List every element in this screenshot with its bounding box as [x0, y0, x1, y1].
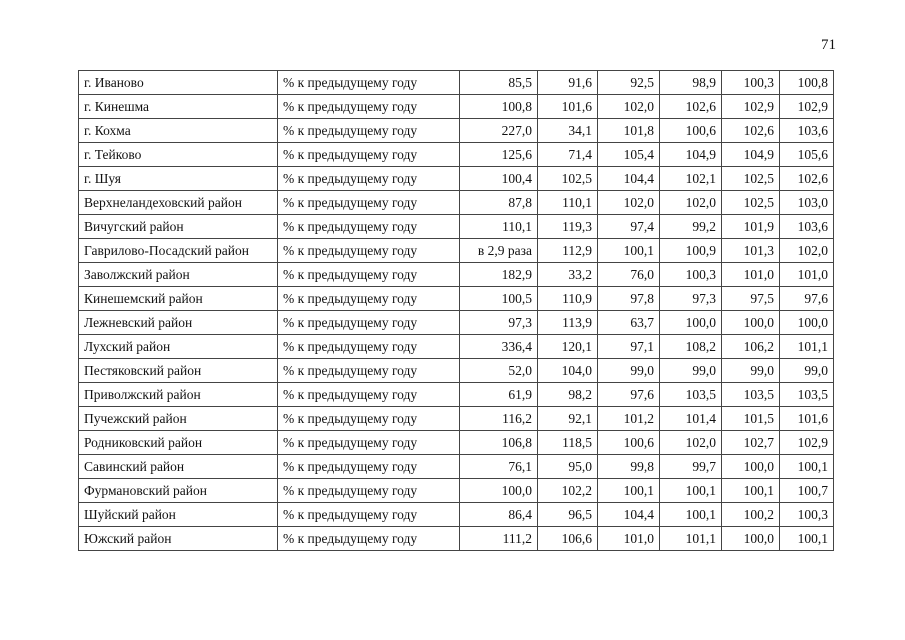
value-cell: 102,0: [660, 431, 722, 455]
value-cell: 111,2: [460, 527, 538, 551]
unit-cell: % к предыдущему году: [278, 287, 460, 311]
value-cell: 101,2: [598, 407, 660, 431]
value-cell: 99,0: [660, 359, 722, 383]
value-cell: 110,9: [538, 287, 598, 311]
value-cell: 102,6: [722, 119, 780, 143]
value-cell: 100,1: [598, 239, 660, 263]
table-row: [79, 95, 834, 119]
value-cell: 100,1: [780, 455, 834, 479]
region-name-cell: г. Шуя: [79, 167, 278, 191]
table-row: [79, 263, 834, 287]
value-cell: 102,9: [780, 95, 834, 119]
region-name-cell: г. Тейково: [79, 143, 278, 167]
region-name-cell: Южский район: [79, 527, 278, 551]
unit-cell: % к предыдущему году: [278, 215, 460, 239]
value-cell: 96,5: [538, 503, 598, 527]
value-cell: 76,1: [460, 455, 538, 479]
unit-cell: % к предыдущему году: [278, 455, 460, 479]
unit-cell: % к предыдущему году: [278, 263, 460, 287]
value-cell: 101,3: [722, 239, 780, 263]
value-cell: 97,5: [722, 287, 780, 311]
value-cell: 91,6: [538, 71, 598, 95]
value-cell: 101,4: [660, 407, 722, 431]
unit-cell: % к предыдущему году: [278, 527, 460, 551]
table-row: [79, 71, 834, 95]
unit-cell: % к предыдущему году: [278, 143, 460, 167]
value-cell: 102,0: [780, 239, 834, 263]
table-row: [79, 527, 834, 551]
table-row: [79, 503, 834, 527]
value-cell: 33,2: [538, 263, 598, 287]
value-cell: 110,1: [460, 215, 538, 239]
unit-cell: % к предыдущему году: [278, 239, 460, 263]
value-cell: 100,3: [780, 503, 834, 527]
table-row: [79, 143, 834, 167]
value-cell: 106,6: [538, 527, 598, 551]
region-name-cell: г. Кинешма: [79, 95, 278, 119]
value-cell: 100,1: [722, 479, 780, 503]
value-cell: 100,5: [460, 287, 538, 311]
value-cell: 102,0: [660, 191, 722, 215]
table-row: [79, 119, 834, 143]
table-row: [79, 191, 834, 215]
value-cell: 99,8: [598, 455, 660, 479]
value-cell: 103,5: [660, 383, 722, 407]
value-cell: 102,7: [722, 431, 780, 455]
unit-cell: % к предыдущему году: [278, 359, 460, 383]
unit-cell: % к предыдущему году: [278, 311, 460, 335]
value-cell: 102,0: [598, 191, 660, 215]
value-cell: 97,8: [598, 287, 660, 311]
value-cell: 99,7: [660, 455, 722, 479]
value-cell: 99,0: [780, 359, 834, 383]
value-cell: 100,7: [780, 479, 834, 503]
value-cell: 100,6: [598, 431, 660, 455]
table-row: [79, 239, 834, 263]
region-name-cell: Пестяковский район: [79, 359, 278, 383]
value-cell: 102,5: [722, 191, 780, 215]
value-cell: 100,0: [660, 311, 722, 335]
region-name-cell: Лухский район: [79, 335, 278, 359]
region-name-cell: Гаврилово-Посадский район: [79, 239, 278, 263]
value-cell: 100,1: [660, 503, 722, 527]
value-cell: 105,4: [598, 143, 660, 167]
value-cell: 102,9: [780, 431, 834, 455]
value-cell: 99,0: [722, 359, 780, 383]
value-cell: 101,8: [598, 119, 660, 143]
value-cell: 100,6: [660, 119, 722, 143]
value-cell: 97,4: [598, 215, 660, 239]
region-name-cell: Лежневский район: [79, 311, 278, 335]
index-table: [78, 70, 834, 551]
region-name-cell: Родниковский район: [79, 431, 278, 455]
value-cell: 101,5: [722, 407, 780, 431]
value-cell: 100,0: [780, 311, 834, 335]
value-cell: 100,1: [780, 527, 834, 551]
value-cell: 95,0: [538, 455, 598, 479]
value-cell: 116,2: [460, 407, 538, 431]
table-row: [79, 431, 834, 455]
value-cell: 101,6: [780, 407, 834, 431]
value-cell: 118,5: [538, 431, 598, 455]
value-cell: 113,9: [538, 311, 598, 335]
value-cell: 104,0: [538, 359, 598, 383]
value-cell: 100,2: [722, 503, 780, 527]
value-cell: 101,1: [660, 527, 722, 551]
value-cell: 100,0: [722, 455, 780, 479]
value-cell: 92,5: [598, 71, 660, 95]
value-cell: 86,4: [460, 503, 538, 527]
value-cell: 97,3: [660, 287, 722, 311]
region-name-cell: Пучежский район: [79, 407, 278, 431]
value-cell: 119,3: [538, 215, 598, 239]
unit-cell: % к предыдущему году: [278, 479, 460, 503]
unit-cell: % к предыдущему году: [278, 335, 460, 359]
value-cell: 63,7: [598, 311, 660, 335]
value-cell: 106,2: [722, 335, 780, 359]
table-row: [79, 167, 834, 191]
unit-cell: % к предыдущему году: [278, 407, 460, 431]
value-cell: 103,0: [780, 191, 834, 215]
value-cell: 101,6: [538, 95, 598, 119]
value-cell: 182,9: [460, 263, 538, 287]
value-cell: 103,5: [780, 383, 834, 407]
value-cell: 34,1: [538, 119, 598, 143]
value-cell: 100,0: [722, 527, 780, 551]
table-row: [79, 359, 834, 383]
value-cell: 100,0: [460, 479, 538, 503]
value-cell: 102,6: [780, 167, 834, 191]
value-cell: 104,4: [598, 503, 660, 527]
table-body: [79, 71, 834, 551]
table-row: [79, 455, 834, 479]
value-cell: 99,2: [660, 215, 722, 239]
value-cell: 99,0: [598, 359, 660, 383]
value-cell: 102,6: [660, 95, 722, 119]
value-cell: 103,6: [780, 119, 834, 143]
region-name-cell: Заволжский район: [79, 263, 278, 287]
unit-cell: % к предыдущему году: [278, 431, 460, 455]
value-cell: 104,9: [660, 143, 722, 167]
value-cell: 102,9: [722, 95, 780, 119]
value-cell: 105,6: [780, 143, 834, 167]
value-cell: 101,0: [598, 527, 660, 551]
value-cell: 336,4: [460, 335, 538, 359]
value-cell: в 2,9 раза: [460, 239, 538, 263]
value-cell: 100,8: [780, 71, 834, 95]
value-cell: 101,9: [722, 215, 780, 239]
table-row: [79, 335, 834, 359]
value-cell: 100,0: [722, 311, 780, 335]
unit-cell: % к предыдущему году: [278, 167, 460, 191]
region-name-cell: Верхнеландеховский район: [79, 191, 278, 215]
value-cell: 102,5: [538, 167, 598, 191]
value-cell: 97,1: [598, 335, 660, 359]
value-cell: 112,9: [538, 239, 598, 263]
table-row: [79, 215, 834, 239]
value-cell: 100,1: [598, 479, 660, 503]
unit-cell: % к предыдущему году: [278, 503, 460, 527]
unit-cell: % к предыдущему году: [278, 95, 460, 119]
value-cell: 100,4: [460, 167, 538, 191]
value-cell: 227,0: [460, 119, 538, 143]
value-cell: 101,0: [780, 263, 834, 287]
value-cell: 101,1: [780, 335, 834, 359]
region-name-cell: Кинешемский район: [79, 287, 278, 311]
value-cell: 61,9: [460, 383, 538, 407]
value-cell: 102,0: [598, 95, 660, 119]
region-name-cell: Фурмановский район: [79, 479, 278, 503]
unit-cell: % к предыдущему году: [278, 71, 460, 95]
value-cell: 102,1: [660, 167, 722, 191]
table-row: [79, 311, 834, 335]
value-cell: 100,9: [660, 239, 722, 263]
page-number: 71: [821, 37, 836, 53]
value-cell: 100,3: [722, 71, 780, 95]
value-cell: 100,3: [660, 263, 722, 287]
value-cell: 92,1: [538, 407, 598, 431]
value-cell: 101,0: [722, 263, 780, 287]
value-cell: 108,2: [660, 335, 722, 359]
region-name-cell: Приволжский район: [79, 383, 278, 407]
value-cell: 98,2: [538, 383, 598, 407]
value-cell: 103,6: [780, 215, 834, 239]
unit-cell: % к предыдущему году: [278, 191, 460, 215]
table-row: [79, 407, 834, 431]
unit-cell: % к предыдущему году: [278, 119, 460, 143]
value-cell: 52,0: [460, 359, 538, 383]
table-row: [79, 479, 834, 503]
region-name-cell: г. Кохма: [79, 119, 278, 143]
value-cell: 97,6: [598, 383, 660, 407]
value-cell: 102,2: [538, 479, 598, 503]
value-cell: 106,8: [460, 431, 538, 455]
region-name-cell: Вичугский район: [79, 215, 278, 239]
value-cell: 103,5: [722, 383, 780, 407]
value-cell: 87,8: [460, 191, 538, 215]
value-cell: 110,1: [538, 191, 598, 215]
value-cell: 104,9: [722, 143, 780, 167]
value-cell: 97,3: [460, 311, 538, 335]
value-cell: 76,0: [598, 263, 660, 287]
region-name-cell: Савинский район: [79, 455, 278, 479]
region-name-cell: Шуйский район: [79, 503, 278, 527]
unit-cell: % к предыдущему году: [278, 383, 460, 407]
value-cell: 120,1: [538, 335, 598, 359]
value-cell: 100,1: [660, 479, 722, 503]
value-cell: 102,5: [722, 167, 780, 191]
value-cell: 85,5: [460, 71, 538, 95]
region-name-cell: г. Иваново: [79, 71, 278, 95]
value-cell: 97,6: [780, 287, 834, 311]
value-cell: 71,4: [538, 143, 598, 167]
value-cell: 104,4: [598, 167, 660, 191]
value-cell: 98,9: [660, 71, 722, 95]
table-row: [79, 383, 834, 407]
value-cell: 100,8: [460, 95, 538, 119]
table-row: [79, 287, 834, 311]
value-cell: 125,6: [460, 143, 538, 167]
